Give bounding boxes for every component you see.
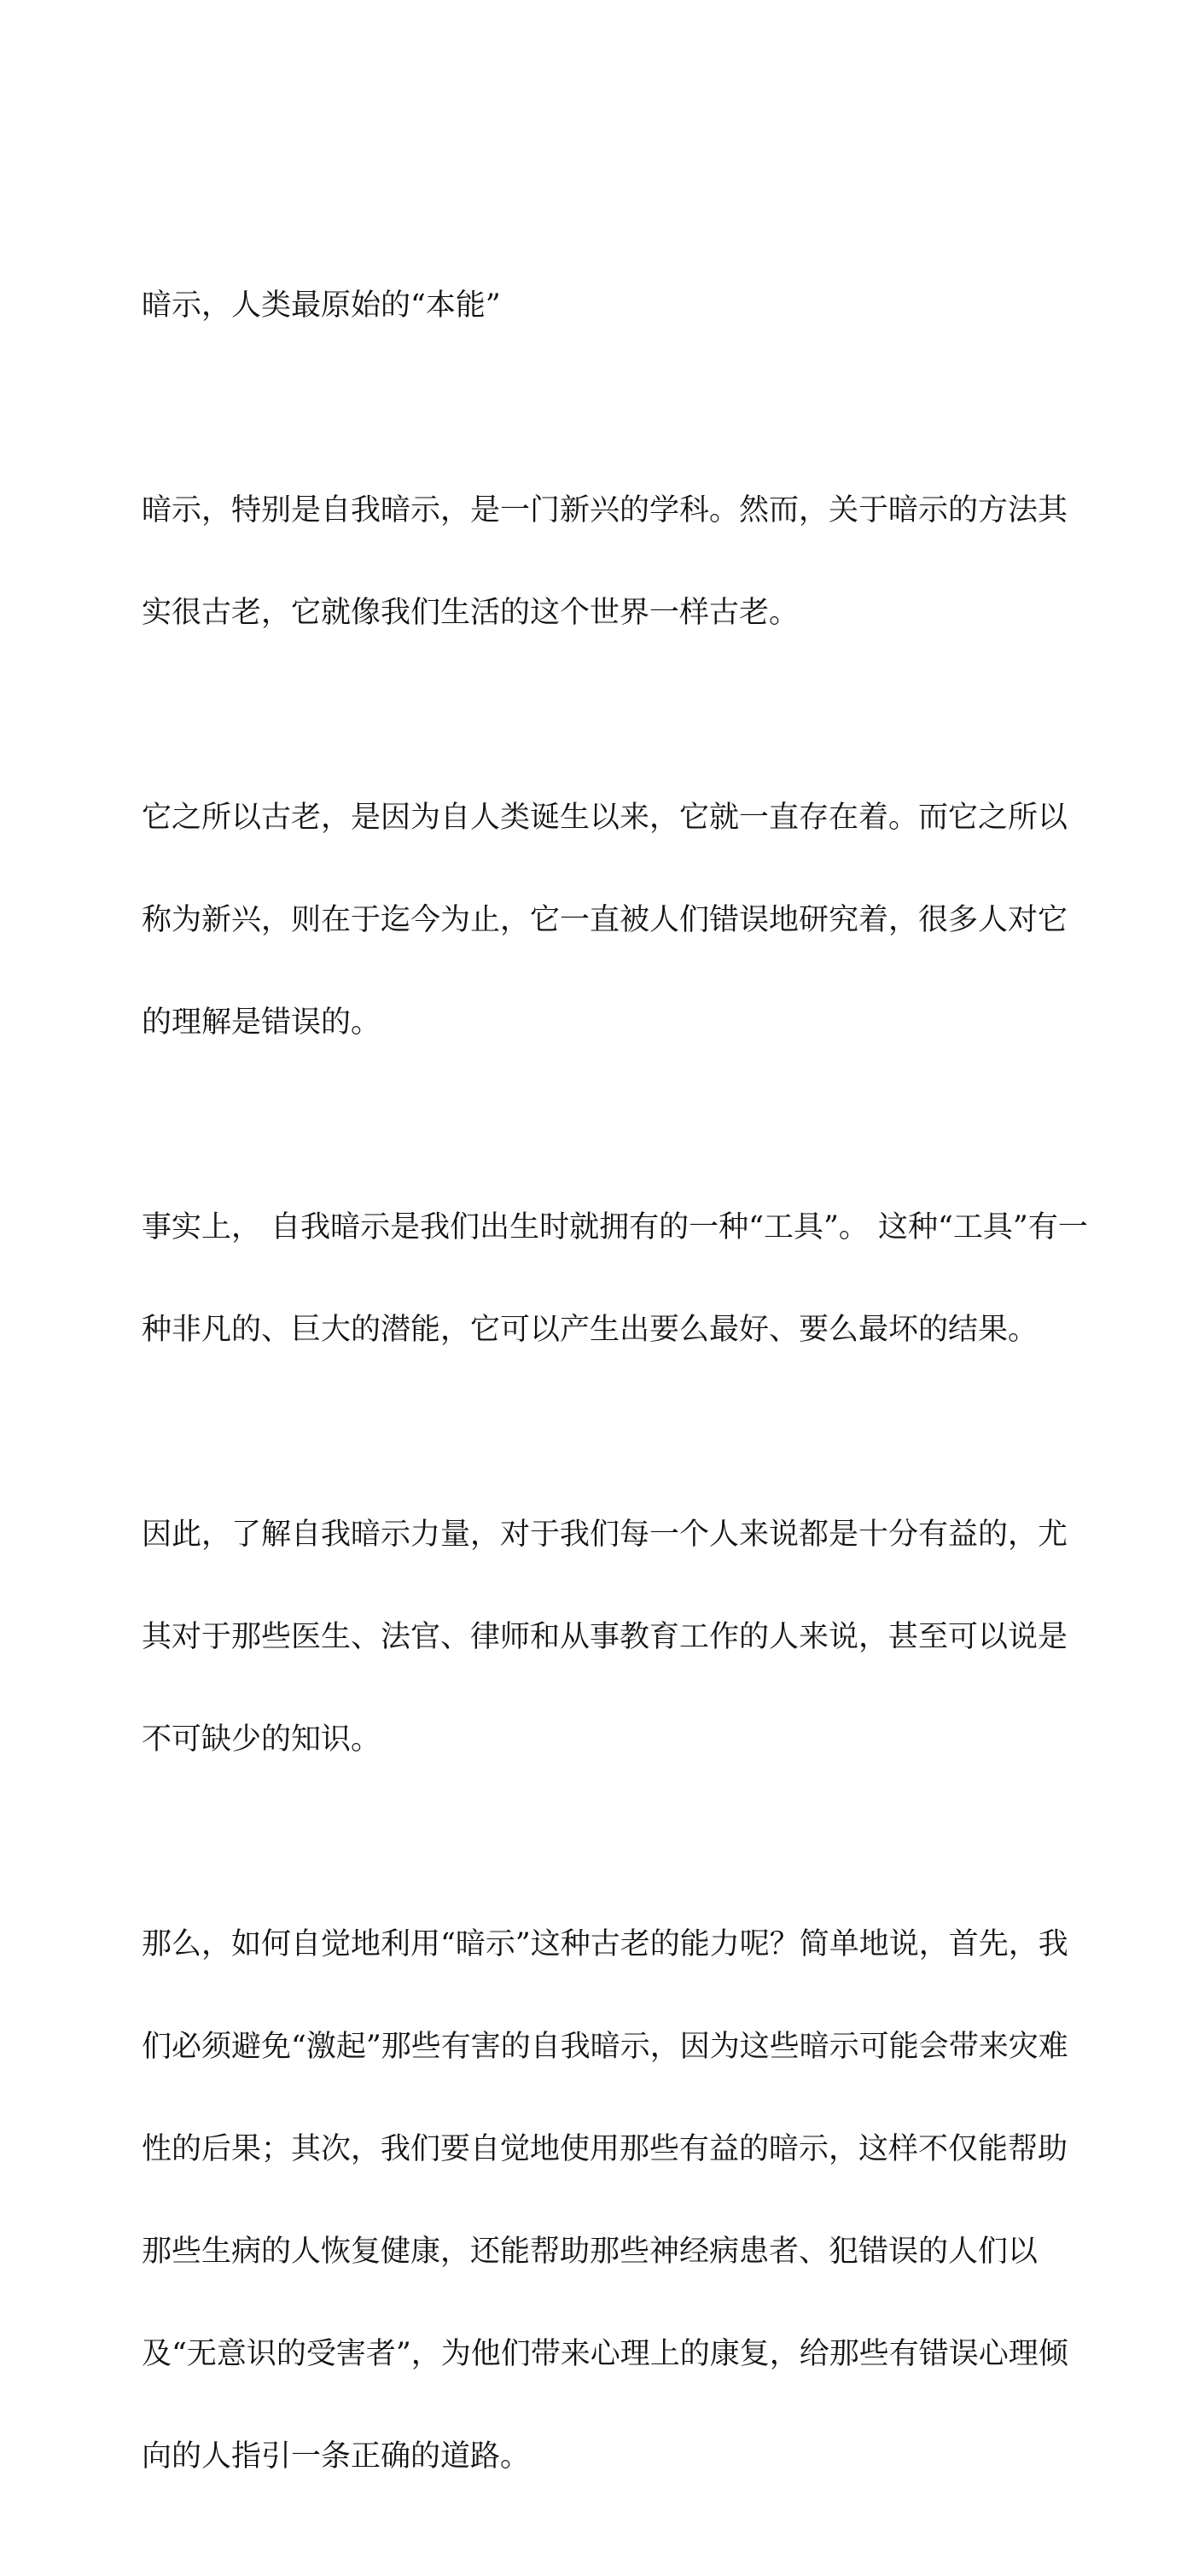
- paragraph-line: 其对于那些医生、法官、律师和从事教育工作的人来说，甚至可以说是: [142, 1620, 1068, 1654]
- paragraph-line: 称为新兴，则在于迄今为止，它一直被人们错误地研究着，很多人对它: [142, 903, 1068, 937]
- document-body: [142, 220, 1088, 2576]
- paragraph-4: [142, 1449, 1068, 1825]
- paragraph-5: [142, 1859, 1068, 2542]
- paragraph-line: 实很古老，它就像我们生活的这个世界一样古老。: [142, 596, 800, 630]
- paragraph-line: 向的人指引一条正确的道路。: [142, 2439, 531, 2474]
- paragraph-3: [142, 1142, 1088, 1415]
- paragraph-line: 们必须避免“激起”那些有害的自我暗示，因为这些暗示可能会带来灾难: [142, 2030, 1068, 2064]
- paragraph-line: 那么，如何自觉地利用“暗示”这种古老的能力呢？简单地说，首先，我: [142, 1927, 1068, 1961]
- document-title: [142, 220, 1046, 391]
- paragraph-2: [142, 732, 1068, 1108]
- paragraph-line: 暗示，特别是自我暗示，是一门新兴的学科。然而，关于暗示的方法其: [142, 493, 1068, 527]
- title-line: 暗示，人类最原始的“本能”: [142, 288, 501, 323]
- paragraph-line: 的理解是错误的。: [142, 1005, 381, 1040]
- paragraph-line: 种非凡的、巨大的潜能，它可以产生出要么最好、要么最坏的结果。: [142, 1313, 1039, 1347]
- paragraph-line: 性的后果；其次，我们要自觉地使用那些有益的暗示，这样不仅能帮助: [142, 2132, 1068, 2166]
- paragraph-1: [142, 425, 1068, 698]
- paragraph-line: 及“无意识的受害者”，为他们带来心理上的康复，给那些有错误心理倾: [142, 2337, 1068, 2371]
- paragraph-line: 事实上， 自我暗示是我们出生时就拥有的一种“工具”。 这种“工具”有一: [142, 1210, 1088, 1244]
- paragraph-line: 不可缺少的知识。: [142, 1722, 381, 1757]
- paragraph-line: 因此，了解自我暗示力量，对于我们每一个人来说都是十分有益的，尤: [142, 1518, 1068, 1552]
- paragraph-line: 它之所以古老，是因为自人类诞生以来，它就一直存在着。而它之所以: [142, 801, 1068, 835]
- paragraph-line: 那些生病的人恢复健康，还能帮助那些神经病患者、犯错误的人们以: [142, 2235, 1039, 2269]
